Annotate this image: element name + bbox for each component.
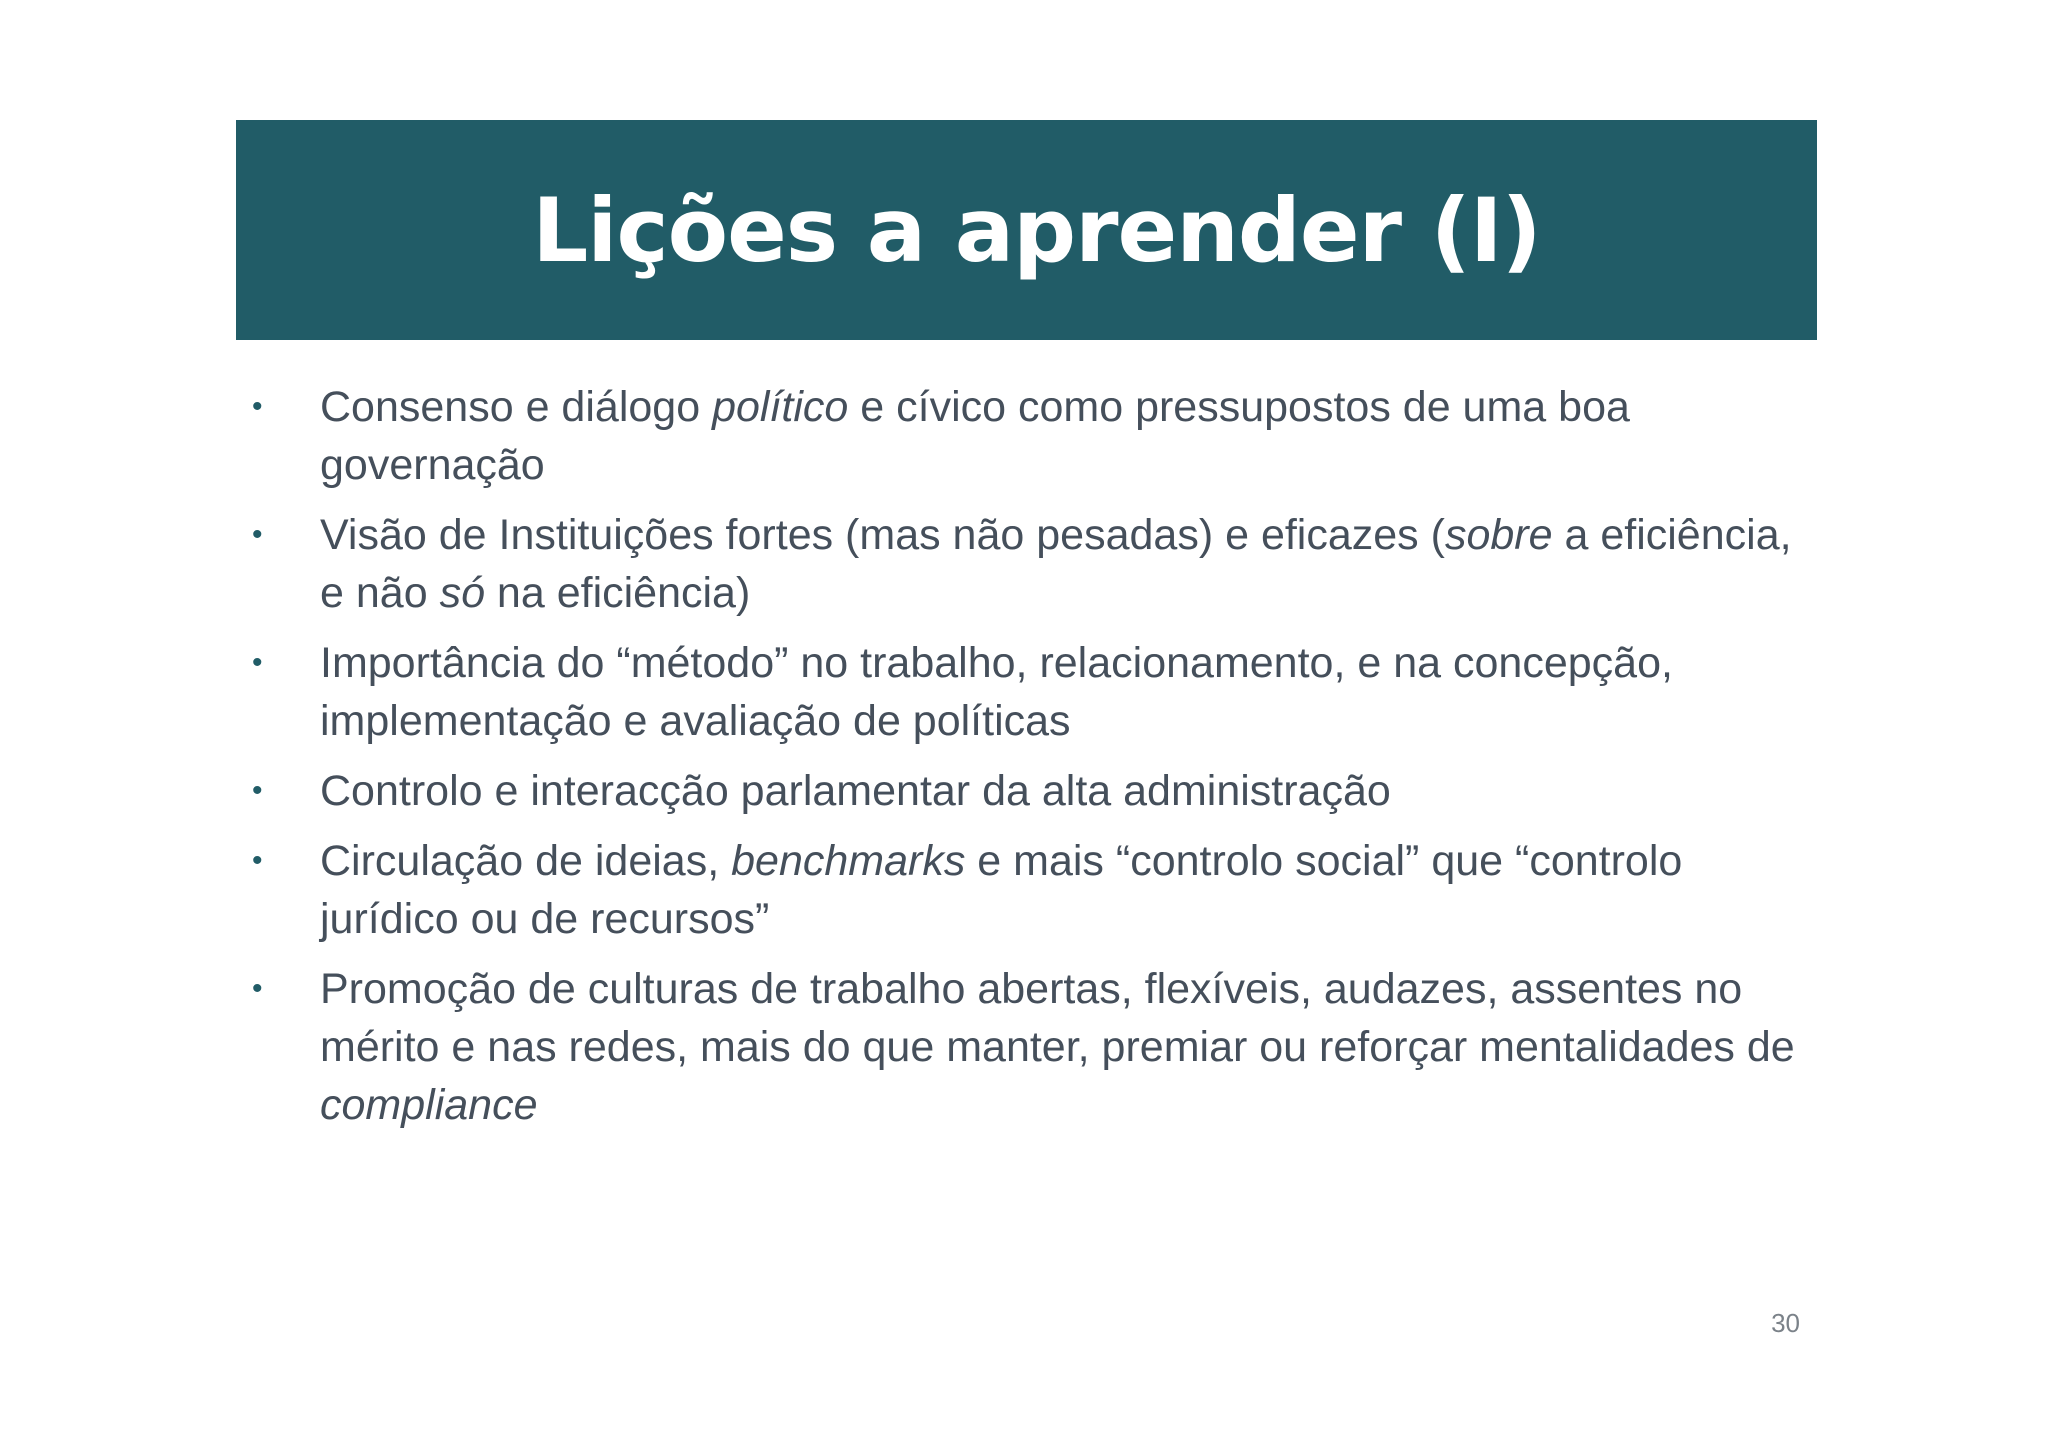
bullet-dot-icon: •: [252, 844, 263, 877]
bullet-dot-icon: •: [252, 518, 263, 551]
bullet-text-run: Promoção de culturas de trabalho abertas, flexíveis, audazes, assentes no mérito e nas redes, mais do que manter, premiar ou reforçar mentalidades de: [320, 965, 1795, 1071]
bullet-item: [252, 832, 1812, 948]
slide-title: Lições a aprender (I): [532, 178, 1541, 282]
bullet-item: [252, 960, 1812, 1134]
bullet-item: [252, 378, 1812, 494]
bullet-dot-icon: •: [252, 390, 263, 423]
bullet-list: [252, 378, 1812, 1146]
bullet-text-run: na eficiência): [484, 569, 751, 617]
bullet-item: [252, 762, 1812, 820]
bullet-text-run: Visão de Instituições fortes (mas não pesadas) e eficazes (: [320, 511, 1445, 559]
bullet-text-italic: político: [712, 383, 849, 431]
bullet-text-italic: compliance: [320, 1081, 538, 1129]
bullet-item: [252, 506, 1812, 622]
bullet-dot-icon: •: [252, 774, 263, 807]
bullet-text-run: e mais “controlo social” que “controlo jurídico ou de recursos”: [320, 837, 1683, 943]
bullet-item: [252, 634, 1812, 750]
bullet-text-italic: sobre: [1444, 511, 1553, 559]
bullet-text: [320, 506, 1812, 622]
page-number: 30: [1771, 1308, 1800, 1338]
bullet-text: [320, 762, 1812, 820]
bullet-text-run: Controlo e interacção parlamentar da alta administração: [320, 767, 1391, 815]
bullet-text: [320, 378, 1812, 494]
bullet-text-run: Consenso e diálogo: [320, 383, 713, 431]
bullet-dot-icon: •: [252, 972, 263, 1005]
bullet-text-italic: só: [439, 569, 485, 617]
bullet-text-run: Importância do “método” no trabalho, relacionamento, e na concepção, implementação e avaliação de políticas: [320, 639, 1673, 745]
bullet-text: [320, 634, 1812, 750]
title-bar: [236, 120, 1817, 340]
bullet-dot-icon: •: [252, 646, 263, 679]
bullet-text-run: e cívico como pressupostos de uma boa governação: [320, 383, 1630, 489]
bullet-text: [320, 832, 1812, 948]
bullet-text-run: a eficiência, e não: [320, 511, 1792, 617]
bullet-text-run: Circulação de ideias,: [320, 837, 732, 885]
bullet-text: [320, 960, 1812, 1134]
bullet-text-italic: benchmarks: [731, 837, 966, 885]
